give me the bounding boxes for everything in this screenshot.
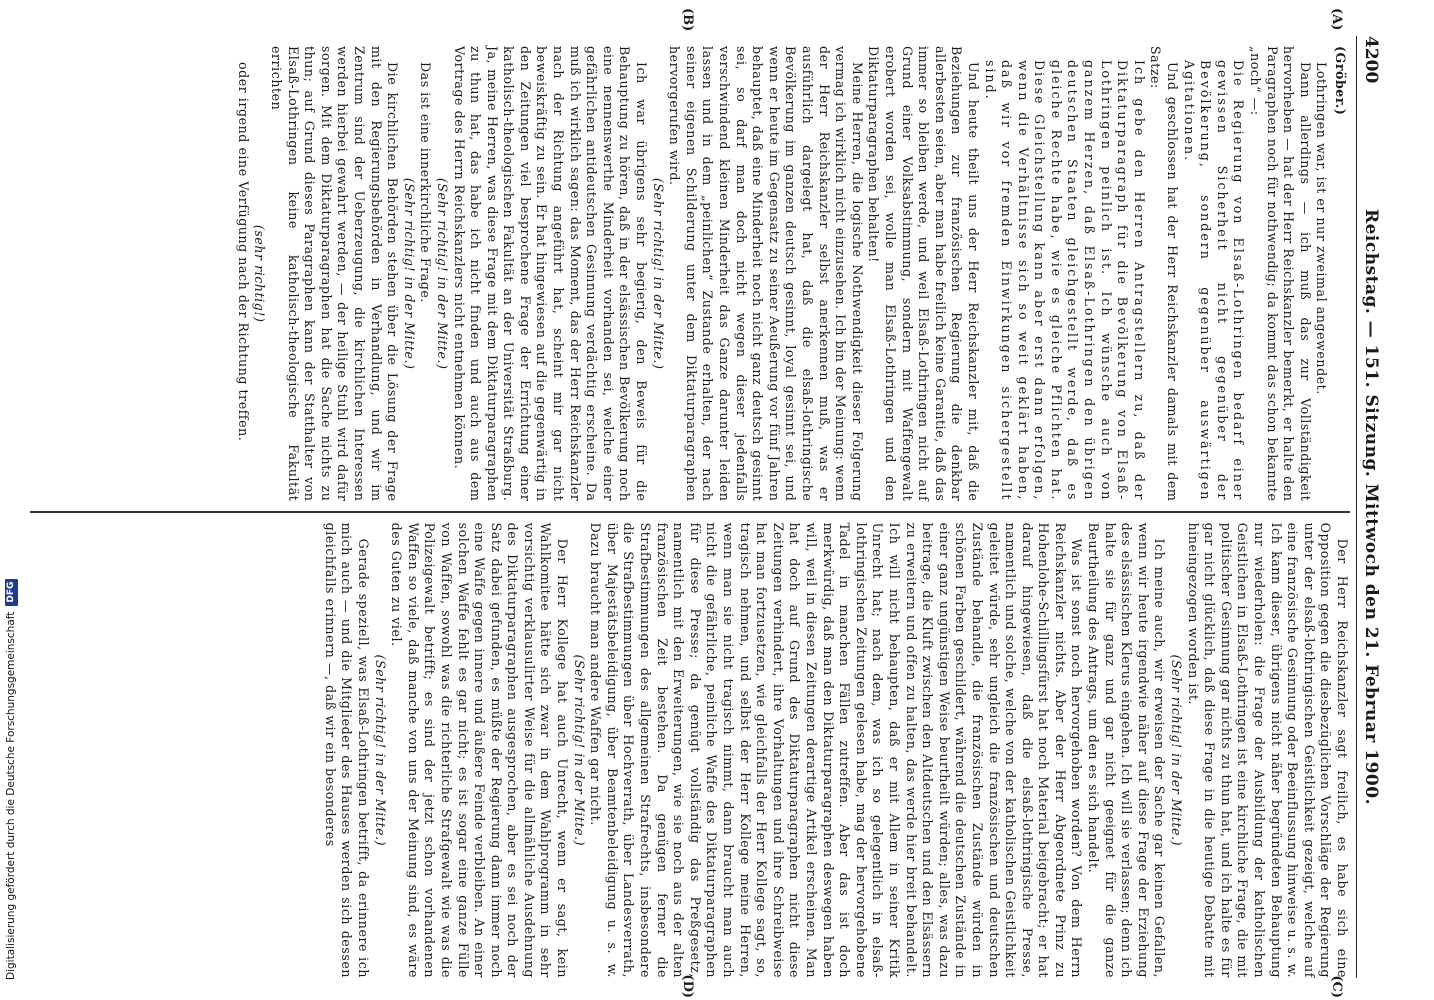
paragraph: (Sehr richtig! in der Mitte.)	[372, 654, 388, 847]
paragraph: Ich war übrigens sehr begierig, den Beweis für die Behauptung zu hören, daß in der elsässischen Bevölkerung noch eine nennenswerthe Minderheit vorhanden sei, welche einer gefährlichen antideutschen Gesinnung verdächtig erscheine. Da muß ich wirklich sagen: das Moment, das der Herr Reichskanzler nach der Richtung angeführt hat, scheint mir gar nicht beweiskräftig zu sein. Er hat hingewiesen auf die gegenwärtig in den Zeitungen viel besprochene Frage der Errichtung einer katholisch-theologischen Fakultät an der Universität Straßburg. Ja, meine Herren, was diese Frage mit dem Diktaturparagraphen zu thun hat, das habe ich nicht finden und auch aus dem Vortrage des Herrn Reichskanzlers nicht entnehmen können.	[451, 46, 650, 502]
paragraph: Dann allerdings — ich muß das zur Vollständigkeit hervorheben — hat der Herr Reichskanzler bemerkt, er halte den Paragraphen noch für nothwendig; da kommt das schon bekannte „noch“ —:	[1248, 46, 1313, 502]
paragraph: Ich meine auch, wir erweisen der Sache gar keinen Gefallen, wenn wir heute irgendwie näher auf diese Frage der Erziehung des elsässischen Klerus eingehen. Ich will sie verlassen; denn ich halte sie für ganz und gar nicht geeignet für die ganze Beurtheilung des Antrags, um den es sich handelt.	[1086, 522, 1168, 978]
paragraph: Meine Herren, die logische Nothwendigkeit dieser Folgerung vermag ich wirklich nicht einzusehen. Ich bin der Meinung: wenn der Herr Reichskanzler selbst anerkennen muß, was er ausführlich dargelegt hat, daß die elsaß-lothringische Bevölkerung im ganzen deutsch gesinnt, loyal gesinnt sei, und wenn er heute im Gegensatz zu seiner Aeußerung vor fünf Jahren behauptet, daß eine Minderheit noch nicht ganz deutsch gesinnt sei, so darf man doch nicht wegen dieser jedenfalls verschwindend kleinen Minderheit das Ganze darunter leiden lassen und in dem „peinlichen“ Zustande erhalten, der nach seiner eigenen Schilderung unter dem Diktaturparagraphen hervorgerufen wird.	[667, 46, 865, 502]
paragraph: Und heute theilt uns der Herr Reichskanzler mit, daß die Beziehungen zur französischen Regierung die denkbar allerbesten seien, aber man habe freilich keine Garantie, daß das immer so bleiben werde, und weil Elsaß-Lothringen nicht auf Grund einer Volksabstimmung, sondern mit Waffengewalt erobert worden sei, wolle man Elsaß-Lothringen und den Diktaturparagraphen behalten!	[866, 46, 981, 502]
paragraph: Lothringen war, ist er nur zweimal angewendet.	[1314, 62, 1330, 395]
page-header	[1356, 36, 1385, 978]
speaker-label: (Gröber.)	[1333, 46, 1348, 116]
paragraph: Der Herr Kollege hat auch Unrecht, wenn er sagt, kein Wahlkomitee hätte sich zwar in dem Wahlprogramm in sehr vorsichtig verklausulirter Weise für die allmähliche Ausdehnung des Diktaturparagraphen ausgesprochen, aber es sei noch der Satz dabei gefunden, es müßte der Regierung dann immer noch eine Waffe gegen innere und äußere Feinde verbleiben. An einer solchen Waffe fehlt es gar nicht; es ist sogar eine ganze Fülle von Waffen, sowohl was die richterliche Strafgewalt wie was die Polizeigewalt betrifft; es sind der jetzt schon vorhandenen Waffen so viele, daß manche von uns der Meinung sind, es wäre des Guten zu viel.	[389, 522, 571, 978]
right-column	[30, 513, 1350, 978]
page-number: 4200	[1361, 36, 1381, 84]
paragraph: (sehr richtig!)	[252, 224, 268, 323]
paragraph: (Sehr richtig! in der Mitte.)	[1169, 654, 1185, 847]
paragraph: Gerade speziell, was Elsaß-Lothringen betrifft, da erinnere ich mich auch — und die Mitglieder des Hauses werden sich dessen gleichfalls erinnern —, daß wir ein besonderes	[322, 522, 371, 978]
paragraph: (Sehr richtig! in der Mitte.)	[401, 177, 417, 370]
dfg-logo-icon: DFG	[5, 579, 18, 606]
credit-text: Digitalisierung gefördert durch die Deutsche Forschungsgemeinschaft	[5, 611, 17, 980]
paragraph: Der Herr Reichskanzler sagt freilich, es habe sich eine Opposition gegen die diesbezüglichen Vorschläge der Regierung unter der elsaß-lothringischen Geistlichkeit gezeigt, welche auf eine französische Gesinnung oder Beeinflussung hinweise u. s. w. Ich kann dieser, übrigens nicht näher begründeten Behauptung nur wiederholen: die Frage der Ausbildung der katholischen Geistlichen in Elsaß-Lothringen ist eine kirchliche Frage, die mit politischer Gesinnung gar nichts zu thun hat, und ich halte es für gar nicht glücklich, daß diese Frage in die heutige Debatte mit hineingezogen worden ist.	[1185, 522, 1350, 978]
digitization-credit	[0, 0, 22, 1000]
paragraph: Was ist sonst noch hervorgehoben worden? Von dem Herrn Reichskanzler nichts. Aber der Herr Abgeordnete Prinz zu Hohenlohe-Schillingsfürst hat noch Material beigebracht; er hat darauf hingewiesen, daß die elsaß-lothringische Presse, namentlich und solche, welche von der katholischen Geistlichkeit geleitet würde, sehr ungleich die französischen und deutschen Zustände behandle, die französischen Zustände würden in schönen Farben geschildert, während die deutschen Zustände in einer ganz ungünstigen Weise beurtheilt würden; alles, was dazu beitrage, die Kluft zwischen den Altdeutschen und den Elsässern zu erweitern und offen zu halten, das werde hier breit behandelt. Ich will nicht behaupten, daß er mit Allem in seiner Kritik Unrecht hat; nach dem, was ich so gelegentlich in elsaß-lothringischen Zeitungen gelesen habe, mag der hervorgehobene Tadel in manchen Fällen zutreffen. Aber das ist doch merkwürdig, daß man den Diktaturparagraphen deswegen haben will, weil in diesen Zeitungen derartige Artikel erscheinen. Man hat doch auf Grund des Diktaturparagraphen nicht diese Zeitungen verhindert, ihre Vorhaltungen und ihre Schreibweise hat man fortzusetzen, wie gleichfalls der Herr Kollege sagt, so, tragisch nehmen, und selbst der Herr Kollege meine Herren, wenn man sie nicht tragisch nimmt, dann braucht man auch nicht die gefährliche, peinliche Waffe des Diktaturparagraphen für diese Presse; da genügt vollständig das Preßgesetz, namentlich mit den Erweiterungen, wie sie noch aus der alten französischen Zeit bestehen. Da genügen ferner die Strafbestimmungen des allgemeinen Strafrechts, insbesondere die Strafbestimmungen über Hochverrath, über Landesverrath, über Majestätsbeleidigung, über Beamtenbeleidigung u. s. w. Dazu braucht man andere Waffen gar nicht.	[588, 522, 1085, 978]
paragraph: Das ist eine innerkirchliche Frage.	[418, 62, 434, 303]
page-title: Reichstag. — 151. Sitzung. Mittwoch den 21. Februar 1900.	[1361, 208, 1381, 806]
margin-marker-b: (B)	[680, 8, 695, 32]
margin-marker-c: (C)	[1329, 975, 1344, 998]
paragraph: (Sehr richtig! in der Mitte.)	[434, 177, 450, 370]
paragraph: Die Regierung von Elsaß-Lothringen bedarf einer gewissen Sicherheit nicht gegenüber der Bevölkerung, sondern gegenüber auswärtigen Agitationen.	[1181, 60, 1247, 502]
paragraph: (Sehr richtig! in der Mitte.)	[571, 654, 587, 847]
text-columns	[30, 8, 1350, 998]
margin-marker-d: (D)	[680, 974, 695, 998]
paragraph: Die kirchlichen Behörden stehen über die Lösung der Frage mit den Regierungsbehörden in Verhandlung, und wir im Zentrum sind der Ueberzeugung, die kirchlichen Interessen werden hierbei gewahrt werden, — der heilige Stuhl wird dafür sorgen. Mit dem Diktaturparagraphen hat die Sache nichts zu thun; auf Grund dieses Paragraphen kann der Statthalter von Elsaß-Lothringen keine katholisch-theologische Fakultät errichten	[269, 46, 401, 502]
margin-marker-a: (A)	[1329, 8, 1344, 31]
left-column	[30, 36, 1350, 511]
paragraph: Ich gebe den Herren Antragstellern zu, daß der Diktaturparagraph für die Bevölkerung von Elsaß-Lothringen peinlich ist. Ich wünsche auch von ganzem Herzen, daß Elsaß-Lothringen den übrigen deutschen Staaten gleichgestellt werde, daß es gleiche Rechte habe, wie es gleiche Pflichten hat. Diese Gleichstellung kann aber erst dann erfolgen, wenn die Verhältnisse sich so weit geklärt haben, daß wir vor fremden Einwirkungen sichergestellt sind.	[982, 60, 1147, 502]
paragraph: Und geschlossen hat der Herr Reichskanzler damals mit dem Satze:	[1148, 46, 1181, 502]
paragraph: (Sehr richtig! in der Mitte.)	[650, 177, 666, 370]
paragraph: oder irgend eine Verfügung nach der Richtung treffen.	[235, 62, 251, 442]
